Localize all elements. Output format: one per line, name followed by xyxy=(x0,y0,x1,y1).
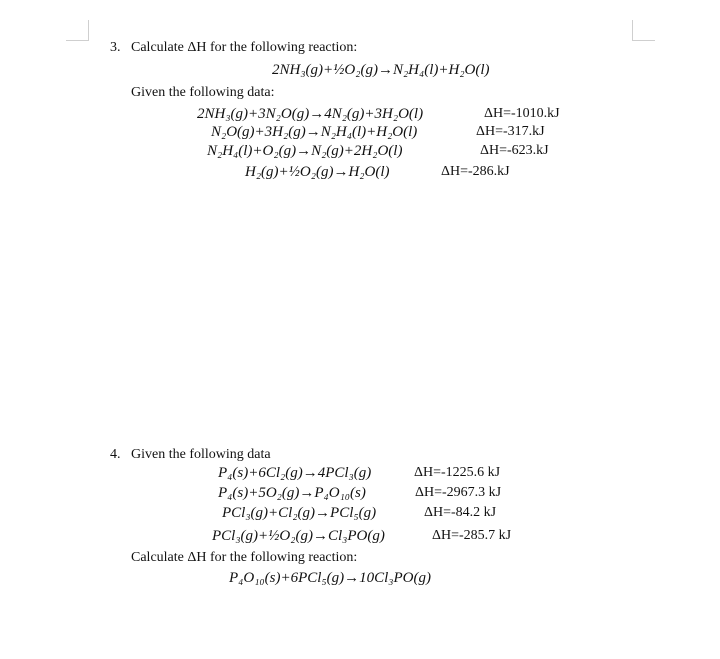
enthalpy-value: ΔH=-2967.3 kJ xyxy=(415,485,502,500)
enthalpy-value: ΔH=-285.7 kJ xyxy=(432,528,512,543)
enthalpy-value: ΔH=-1010.kJ xyxy=(484,106,560,121)
given-label: Given the following data: xyxy=(131,85,275,100)
enthalpy-value: ΔH=-1225.6 kJ xyxy=(414,465,501,480)
data-equation: N₂O(g)+3H₂(g)→N₂H₄(l)+H₂O(l) xyxy=(211,124,418,140)
enthalpy-value: ΔH=-84.2 kJ xyxy=(424,505,497,520)
enthalpy-value: ΔH=-623.kJ xyxy=(480,143,549,158)
page-corner-mark xyxy=(632,20,655,41)
enthalpy-value: ΔH=-286.kJ xyxy=(441,164,510,179)
data-equation: P₄(s)+5O₂(g)→P₄O₁₀(s) xyxy=(218,485,366,501)
data-equation: 2NH₃(g)+3N₂O(g)→4N₂(g)+3H₂O(l) xyxy=(197,106,424,122)
given-label: Given the following data xyxy=(131,447,271,462)
question-number: 3. xyxy=(110,40,121,55)
data-equation: N₂H₄(l)+O₂(g)→N₂(g)+2H₂O(l) xyxy=(207,143,403,159)
question-prompt: Calculate ΔH for the following reaction: xyxy=(131,40,358,55)
question-prompt: Calculate ΔH for the following reaction: xyxy=(131,550,358,565)
enthalpy-value: ΔH=-317.kJ xyxy=(476,124,545,139)
target-reaction: 2NH₃(g)+½O₂(g)→N₂H₄(l)+H₂O(l) xyxy=(272,62,490,78)
data-equation: H₂(g)+½O₂(g)→H₂O(l) xyxy=(245,164,390,180)
target-reaction: P₄O₁₀(s)+6PCl₅(g)→10Cl₃PO(g) xyxy=(229,570,432,586)
data-equation: P₄(s)+6Cl₂(g)→4PCl₃(g) xyxy=(218,465,372,481)
question-number: 4. xyxy=(110,447,121,462)
data-equation: PCl₃(g)+Cl₂(g)→PCl₅(g) xyxy=(222,505,377,521)
data-equation: PCl₃(g)+½O₂(g)→Cl₃PO(g) xyxy=(212,528,385,544)
page-corner-mark xyxy=(66,20,89,41)
